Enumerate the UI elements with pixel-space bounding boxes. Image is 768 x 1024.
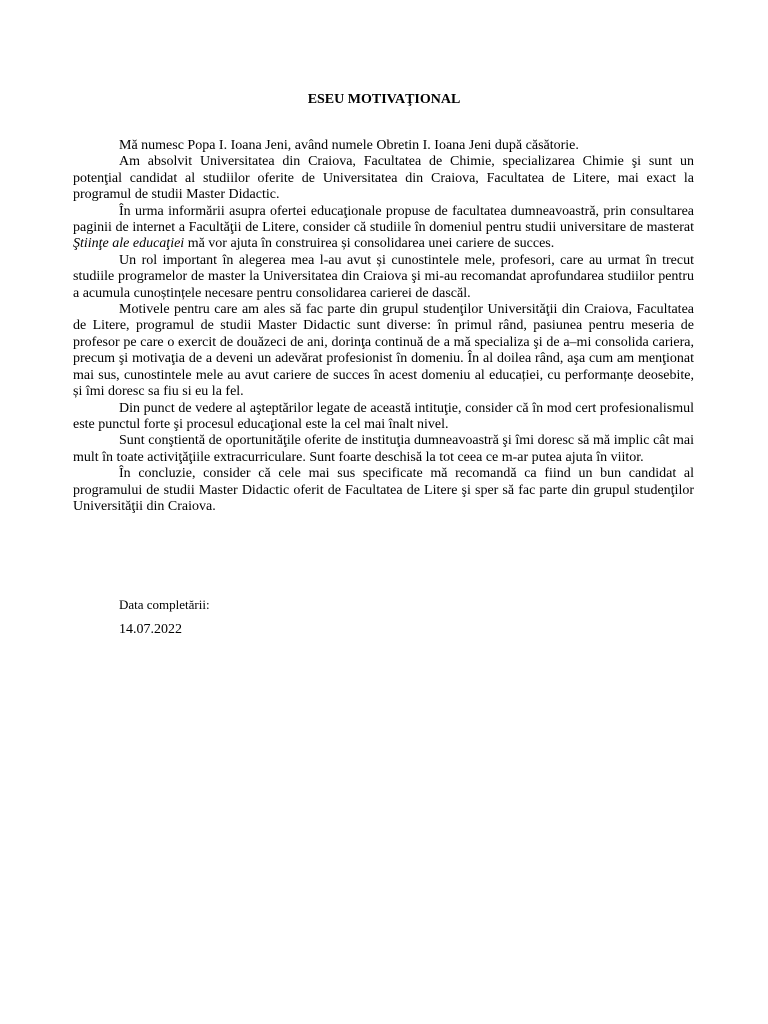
date-label: Data completării: [119,597,210,612]
date-value: 14.07.2022 [119,622,182,637]
paragraph-expectations: Din punct de vedere al aşteptărilor legate de această intituţie, consider că în mod cert profesionalismul este punctul forte şi procesul educaţional este la cel mai înalt nivel. [73,400,694,432]
paragraph-education: Am absolvit Universitatea din Craiova, Facultatea de Chimie, specializarea Chimie şi sunt un potenţial candidat al studiilor oferite de Universitatea din Craiova, Facultatea de Litere, mai exact la programul de studii Master Didactic. [73,154,694,203]
program-name-italic: Ştiinţe ale educaţiei [73,236,185,252]
paragraph-offer-text: În urma informării asupra ofertei educaţionale propuse de facultatea dumneavoastră, prin consultarea paginii de internet a Facultăţii de Litere, consider că studiile în domeniul pentru studii universitare de masterat [73,203,694,236]
paragraph-intro: Mă numesc Popa I. Ioana Jeni, având numele Obretin I. Ioana Jeni după căsătorie. [119,138,579,153]
paragraph-awareness: Sunt conştientă de oportunităţile oferite de instituţia dumneavoastră şi îmi doresc să mă implic cât mai mult în toate activiţăţiile extracurriculare. Sunt foarte deschisă la tot ceea ce m-ar putea ajuta în viitor. [73,433,694,465]
document-title: ESEU MOTIVAŢIONAL [307,92,461,107]
paragraph-conclusion: În concluzie, consider că cele mai sus specificate mă recomandă ca fiind un bun candidat al programului de studii Master Didactic oferit de Facultatea de Litere şi sper să fac parte din grupul studenţilor Universităţii din Craiova. [73,466,694,514]
paragraph-offer-tail: mă vor ajuta în construirea și consolidarea unei cariere de succes. [184,236,555,252]
paragraph-influence: Un rol important în alegerea mea l-au avut și cunostintele mele, profesori, care au urmat în trecut studiile programelor de master la Universitatea din Craiova şi mi-au recomandat aprofundarea studiilor pentru a acumula cunoștințele necesare pentru consolidarea carierei de dascăl. [73,252,694,301]
paragraph-offer [73,204,694,253]
document-body [73,138,694,515]
paragraph-motives: Motivele pentru care am ales să fac parte din grupul studenţilor Universităţii din Craiova, Facultatea de Litere, programul de studii Master Didactic sunt diverse: în primul rând, pasiunea pentru meseria de profesor pe care o exercit de douăzeci de ani, dorinţa continuă de a mă specializa şi de a–mi consolida cariera, precum şi motivaţia de a deveni un adevărat profesionist în domeniu. În al doilea rând, aşa cum am menţionat mai sus, cunostintele mele au avut cariere de succes în acest domeniu al educației, cu performanțe deosebite, și îmi doresc sa fiu si eu la fel. [73,302,694,400]
